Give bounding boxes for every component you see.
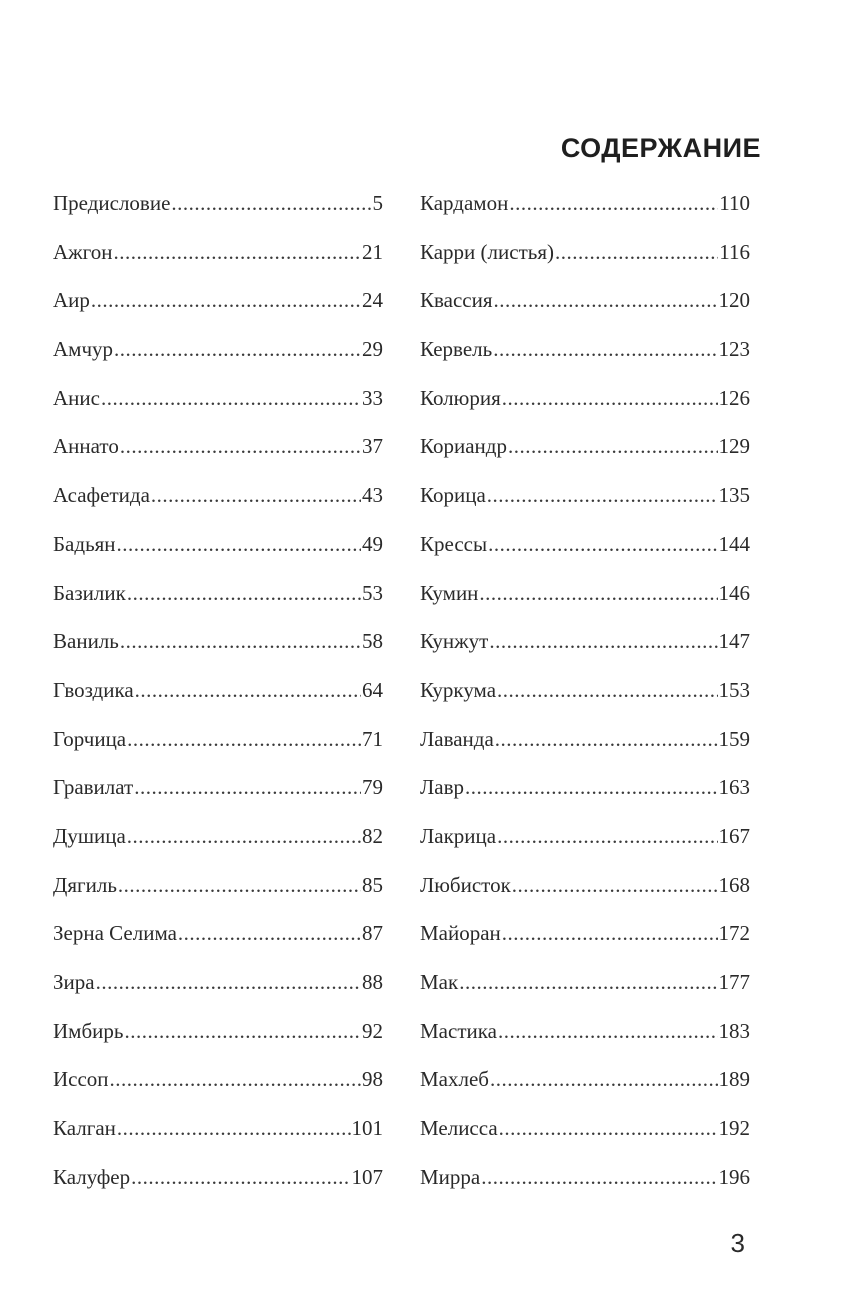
dot-leader bbox=[151, 477, 361, 514]
toc-entry bbox=[420, 1110, 750, 1159]
dot-leader bbox=[120, 428, 361, 465]
toc-entry-page: 29 bbox=[362, 337, 383, 362]
toc-entry-title: Базилик bbox=[53, 580, 126, 605]
toc-entry-page: 196 bbox=[718, 1164, 750, 1189]
toc-entry bbox=[53, 428, 383, 477]
toc-entry-page: 107 bbox=[351, 1164, 383, 1189]
toc-entry-page: 87 bbox=[362, 921, 383, 946]
toc-entry-title: Аннато bbox=[53, 434, 119, 459]
toc-entry-title: Квассия bbox=[420, 288, 493, 313]
toc-entry-title: Гравилат bbox=[53, 775, 134, 800]
toc-entry bbox=[53, 331, 383, 380]
toc-entry bbox=[53, 282, 383, 331]
toc-entry-page: 43 bbox=[362, 483, 383, 508]
toc-entry-page: 116 bbox=[719, 239, 750, 264]
toc-entry bbox=[53, 818, 383, 867]
toc-entry-title: Лаванда bbox=[420, 726, 494, 751]
dot-leader bbox=[101, 380, 361, 417]
toc-entry-title: Карри (листья) bbox=[420, 239, 554, 264]
toc-entry-title: Гвоздика bbox=[53, 677, 134, 702]
dot-leader bbox=[124, 1013, 361, 1050]
toc-entry-title: Ажгон bbox=[53, 239, 113, 264]
toc-entry-page: 123 bbox=[718, 337, 750, 362]
toc-entry-title: Зерна Селима bbox=[53, 921, 177, 946]
toc-entry-page: 168 bbox=[718, 872, 750, 897]
toc-entry-page: 53 bbox=[362, 580, 383, 605]
dot-leader bbox=[502, 915, 718, 952]
toc-entry-title: Корица bbox=[420, 483, 486, 508]
toc-entry-title: Лакрица bbox=[420, 823, 497, 848]
toc-entry-title: Асафетида bbox=[53, 483, 150, 508]
toc-entry bbox=[53, 380, 383, 429]
page-number: 3 bbox=[730, 1228, 745, 1258]
dot-leader bbox=[481, 1159, 717, 1196]
page-title: СОДЕРЖАНИЕ bbox=[560, 133, 761, 163]
toc-entry bbox=[53, 672, 383, 721]
toc-entry-page: 64 bbox=[362, 677, 383, 702]
toc-entry-title: Любисток bbox=[420, 872, 511, 897]
dot-leader bbox=[499, 1110, 718, 1147]
toc-entry bbox=[53, 964, 383, 1013]
dot-leader bbox=[110, 1061, 361, 1098]
toc-entry bbox=[53, 1110, 383, 1159]
toc-entry-title: Амчур bbox=[53, 337, 114, 362]
toc-entry-page: 58 bbox=[362, 629, 383, 654]
toc-entry bbox=[420, 234, 750, 283]
toc-entry-page: 37 bbox=[362, 434, 383, 459]
toc-entry-page: 172 bbox=[718, 921, 750, 946]
toc-entry-page: 98 bbox=[362, 1067, 383, 1092]
toc-entry bbox=[420, 331, 750, 380]
dot-leader bbox=[114, 234, 361, 271]
toc-entry bbox=[53, 575, 383, 624]
toc-entry-page: 153 bbox=[718, 677, 750, 702]
toc-entry bbox=[420, 526, 750, 575]
toc-entry-title: Зира bbox=[53, 970, 95, 994]
toc-entry-page: 159 bbox=[718, 726, 750, 751]
toc-entry-title: Калуфер bbox=[53, 1164, 131, 1189]
dot-leader bbox=[117, 526, 361, 563]
dot-leader bbox=[497, 672, 717, 709]
toc-entry-title: Куркума bbox=[420, 677, 497, 702]
toc-entry-title: Мирра bbox=[420, 1164, 481, 1189]
toc-entry-page: 167 bbox=[718, 823, 750, 848]
toc-entry-page: 126 bbox=[718, 385, 750, 410]
toc-entry-page: 146 bbox=[718, 580, 750, 605]
toc-entry bbox=[420, 867, 750, 916]
toc-entry bbox=[420, 818, 750, 867]
toc-entry bbox=[420, 477, 750, 526]
toc-entry-page: 101 bbox=[351, 1116, 383, 1141]
toc-entry-page: 33 bbox=[362, 385, 383, 410]
dot-leader bbox=[489, 623, 717, 660]
toc-entry-title: Кардамон bbox=[420, 191, 509, 215]
toc-entry bbox=[420, 428, 750, 477]
toc-column-left bbox=[53, 185, 383, 1207]
dot-leader bbox=[498, 1013, 718, 1050]
dot-leader bbox=[479, 575, 717, 612]
toc-entry-title: Мастика bbox=[420, 1018, 497, 1043]
toc-entry-page: 110 bbox=[719, 191, 750, 215]
toc-entry-title: Кунжут bbox=[420, 629, 489, 654]
toc-entry-page: 192 bbox=[718, 1116, 750, 1141]
dot-leader bbox=[495, 721, 718, 758]
dot-leader bbox=[493, 331, 717, 368]
toc-entry bbox=[420, 1159, 750, 1208]
dot-leader bbox=[509, 185, 718, 222]
toc-entry-title: Аир bbox=[53, 288, 90, 313]
dot-leader bbox=[508, 428, 718, 465]
toc-entry-page: 92 bbox=[362, 1018, 383, 1043]
toc-entry-page: 71 bbox=[362, 726, 383, 751]
dot-leader bbox=[488, 526, 717, 563]
toc-entry-title: Кервель bbox=[420, 337, 493, 362]
toc-entry bbox=[53, 526, 383, 575]
toc-entry bbox=[53, 1061, 383, 1110]
toc-entry bbox=[420, 769, 750, 818]
dot-leader bbox=[120, 623, 361, 660]
toc-entry-page: 189 bbox=[718, 1067, 750, 1092]
toc-entry-page: 120 bbox=[718, 288, 750, 313]
toc-entry bbox=[420, 282, 750, 331]
toc-entry bbox=[420, 185, 750, 234]
dot-leader bbox=[459, 964, 717, 1001]
dot-leader bbox=[512, 867, 718, 904]
toc-entry-title: Бадьян bbox=[53, 531, 116, 556]
toc-entry-page: 79 bbox=[362, 775, 383, 800]
toc-entry bbox=[53, 1159, 383, 1208]
toc-entry bbox=[420, 380, 750, 429]
toc-entry bbox=[53, 867, 383, 916]
toc-entry-page: 88 bbox=[362, 970, 383, 994]
toc-entry-title: Крессы bbox=[420, 531, 488, 556]
toc-entry-title: Дягиль bbox=[53, 872, 117, 897]
toc-entry bbox=[420, 1061, 750, 1110]
toc-entry-title: Калган bbox=[53, 1116, 116, 1141]
dot-leader bbox=[127, 721, 361, 758]
toc-entry-title: Иссоп bbox=[53, 1067, 109, 1092]
toc-entry-title: Кумин bbox=[420, 580, 479, 605]
toc-entry-page: 82 bbox=[362, 823, 383, 848]
toc-entry-title: Майоран bbox=[420, 921, 501, 946]
dot-leader bbox=[490, 1061, 718, 1098]
toc-entry bbox=[53, 234, 383, 283]
dot-leader bbox=[91, 282, 361, 319]
toc-entry bbox=[53, 185, 383, 234]
toc-entry-title: Душица bbox=[53, 823, 126, 848]
toc-entry bbox=[420, 964, 750, 1013]
dot-leader bbox=[465, 769, 718, 806]
toc-column-right bbox=[420, 185, 750, 1207]
toc-entry bbox=[53, 1013, 383, 1062]
dot-leader bbox=[134, 769, 361, 806]
toc-entry-title: Лавр bbox=[420, 775, 464, 800]
toc-entry-page: 21 bbox=[362, 239, 383, 264]
toc-entry-page: 49 bbox=[362, 531, 383, 556]
toc-entry-page: 85 bbox=[362, 872, 383, 897]
toc-entry-page: 5 bbox=[372, 191, 383, 215]
toc-entry-page: 183 bbox=[718, 1018, 750, 1043]
dot-leader bbox=[494, 282, 718, 319]
dot-leader bbox=[135, 672, 361, 709]
toc-entry bbox=[420, 623, 750, 672]
toc-entry-title: Ваниль bbox=[53, 629, 119, 654]
dot-leader bbox=[127, 575, 361, 612]
toc-entry bbox=[53, 477, 383, 526]
toc-entry-title: Кориандр bbox=[420, 434, 507, 459]
toc-entry bbox=[53, 721, 383, 770]
dot-leader bbox=[114, 331, 361, 368]
toc-entry-title: Мелисса bbox=[420, 1116, 498, 1141]
toc-entry-page: 129 bbox=[718, 434, 750, 459]
dot-leader bbox=[178, 915, 361, 952]
dot-leader bbox=[555, 234, 718, 271]
toc-entry bbox=[420, 1013, 750, 1062]
toc-entry-title: Колюрия bbox=[420, 385, 501, 410]
toc-entry bbox=[53, 623, 383, 672]
toc-entry bbox=[53, 769, 383, 818]
dot-leader bbox=[487, 477, 718, 514]
toc-entry-title: Махлеб bbox=[420, 1067, 489, 1092]
dot-leader bbox=[127, 818, 361, 855]
toc-entry-title: Мак bbox=[420, 970, 459, 994]
dot-leader bbox=[497, 818, 717, 855]
dot-leader bbox=[171, 185, 371, 222]
dot-leader bbox=[117, 1110, 351, 1147]
dot-leader bbox=[502, 380, 718, 417]
toc-entry-title: Анис bbox=[53, 385, 100, 410]
toc-entry bbox=[420, 915, 750, 964]
toc-entry-page: 163 bbox=[718, 775, 750, 800]
toc-entry bbox=[420, 575, 750, 624]
toc-entry-title: Предисловие bbox=[53, 191, 171, 215]
toc-entry-page: 177 bbox=[718, 970, 750, 994]
dot-leader bbox=[118, 867, 361, 904]
toc-entry bbox=[53, 915, 383, 964]
toc-entry-title: Горчица bbox=[53, 726, 127, 751]
toc-entry-page: 144 bbox=[718, 531, 750, 556]
toc-entry-page: 147 bbox=[718, 629, 750, 654]
dot-leader bbox=[96, 964, 361, 1001]
toc-entry-title: Имбирь bbox=[53, 1018, 124, 1043]
toc-entry bbox=[420, 672, 750, 721]
toc-entry-page: 24 bbox=[362, 288, 383, 313]
toc-entry-page: 135 bbox=[718, 483, 750, 508]
toc-entry bbox=[420, 721, 750, 770]
dot-leader bbox=[131, 1159, 350, 1196]
